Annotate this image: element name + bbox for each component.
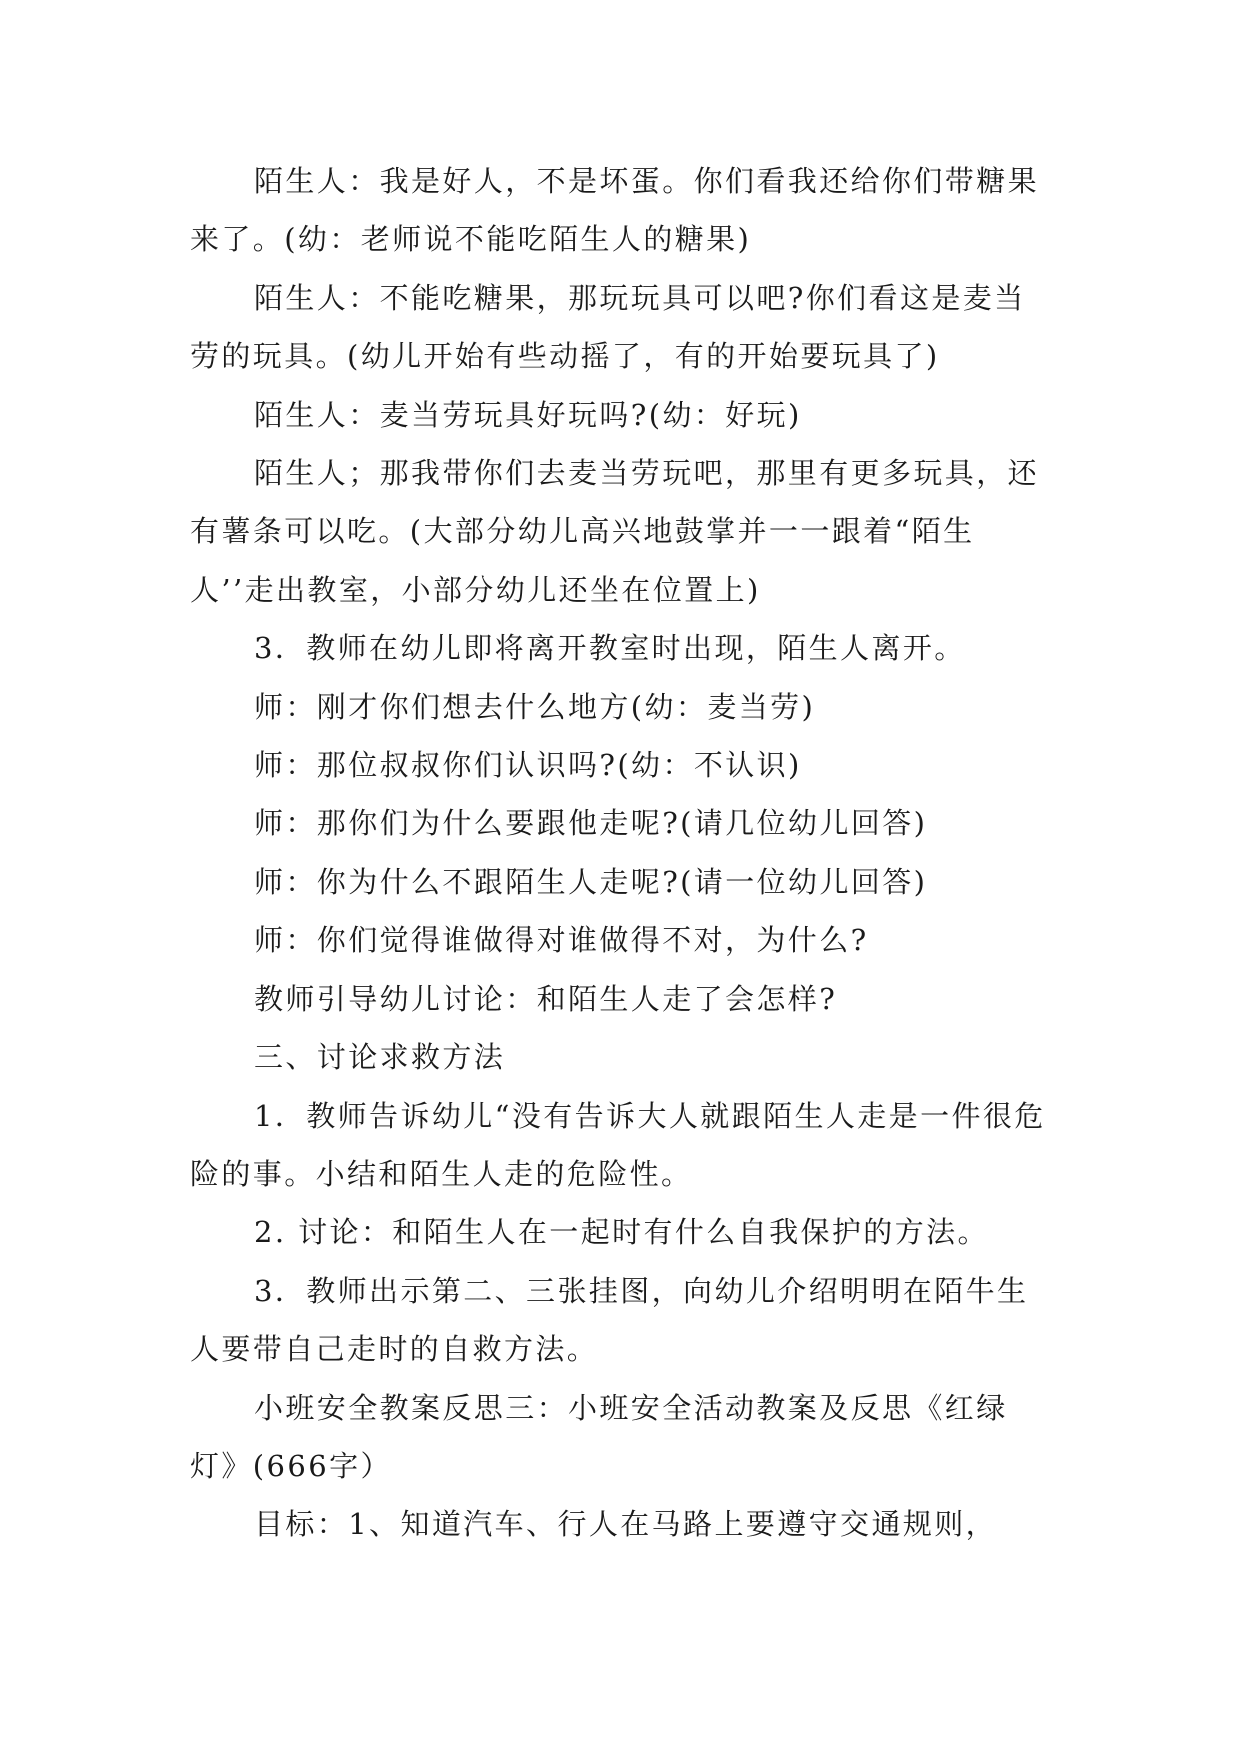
paragraph: 教师引导幼儿讨论：和陌生人走了会怎样?	[254, 981, 838, 1016]
paragraph: 1．教师告诉幼儿“没有告诉大人就跟陌生人走是一件很危险的事。小结和陌生人走的危险性。	[190, 1098, 1046, 1191]
paragraph: 2. 讨论：和陌生人在一起时有什么自我保护的方法。	[254, 1215, 989, 1250]
paragraph: 目标：1、知道汽车、行人在马路上要遵守交通规则，	[254, 1507, 998, 1542]
paragraph: 陌生人：我是好人，不是坏蛋。你们看我还给你们带糖果来了。(幼：老师说不能吃陌生人的糖果)	[190, 164, 1040, 257]
paragraph: 陌生人：不能吃糖果，那玩玩具可以吧?你们看这是麦当劳的玩具。(幼儿开始有些动摇了，有的开始要玩具了)	[190, 280, 1026, 374]
document-body	[190, 152, 1050, 1554]
paragraph: 3．教师在幼儿即将离开教室时出现，陌生人离开。	[254, 631, 966, 666]
paragraph: 师：刚才你们想去什么地方(幼：麦当劳)	[254, 689, 816, 724]
paragraph: 小班安全教案反思三：小班安全活动教案及反思《红绿灯》(666字）	[190, 1390, 1008, 1483]
paragraph: 师：那你们为什么要跟他走呢?(请几位幼儿回答)	[254, 806, 928, 841]
paragraph: 陌生人；那我带你们去麦当劳玩吧，那里有更多玩具，还有薯条可以吃。(大部分幼儿高兴地鼓掌并一一跟着“陌生人’’走出教室，小部分幼儿还坐在位置上)	[190, 456, 1040, 607]
section-heading: 三、讨论求救方法	[254, 1040, 506, 1075]
paragraph: 师：你们觉得谁做得对谁做得不对，为什么?	[254, 923, 869, 958]
paragraph: 师：那位叔叔你们认识吗?(幼：不认识)	[254, 748, 802, 783]
paragraph: 3．教师出示第二、三张挂图，向幼儿介绍明明在陌牛生人要带自己走时的自救方法。	[190, 1273, 1029, 1367]
paragraph: 陌生人：麦当劳玩具好玩吗?(幼：好玩)	[254, 397, 802, 432]
paragraph: 师：你为什么不跟陌生人走呢?(请一位幼儿回答)	[254, 864, 928, 899]
